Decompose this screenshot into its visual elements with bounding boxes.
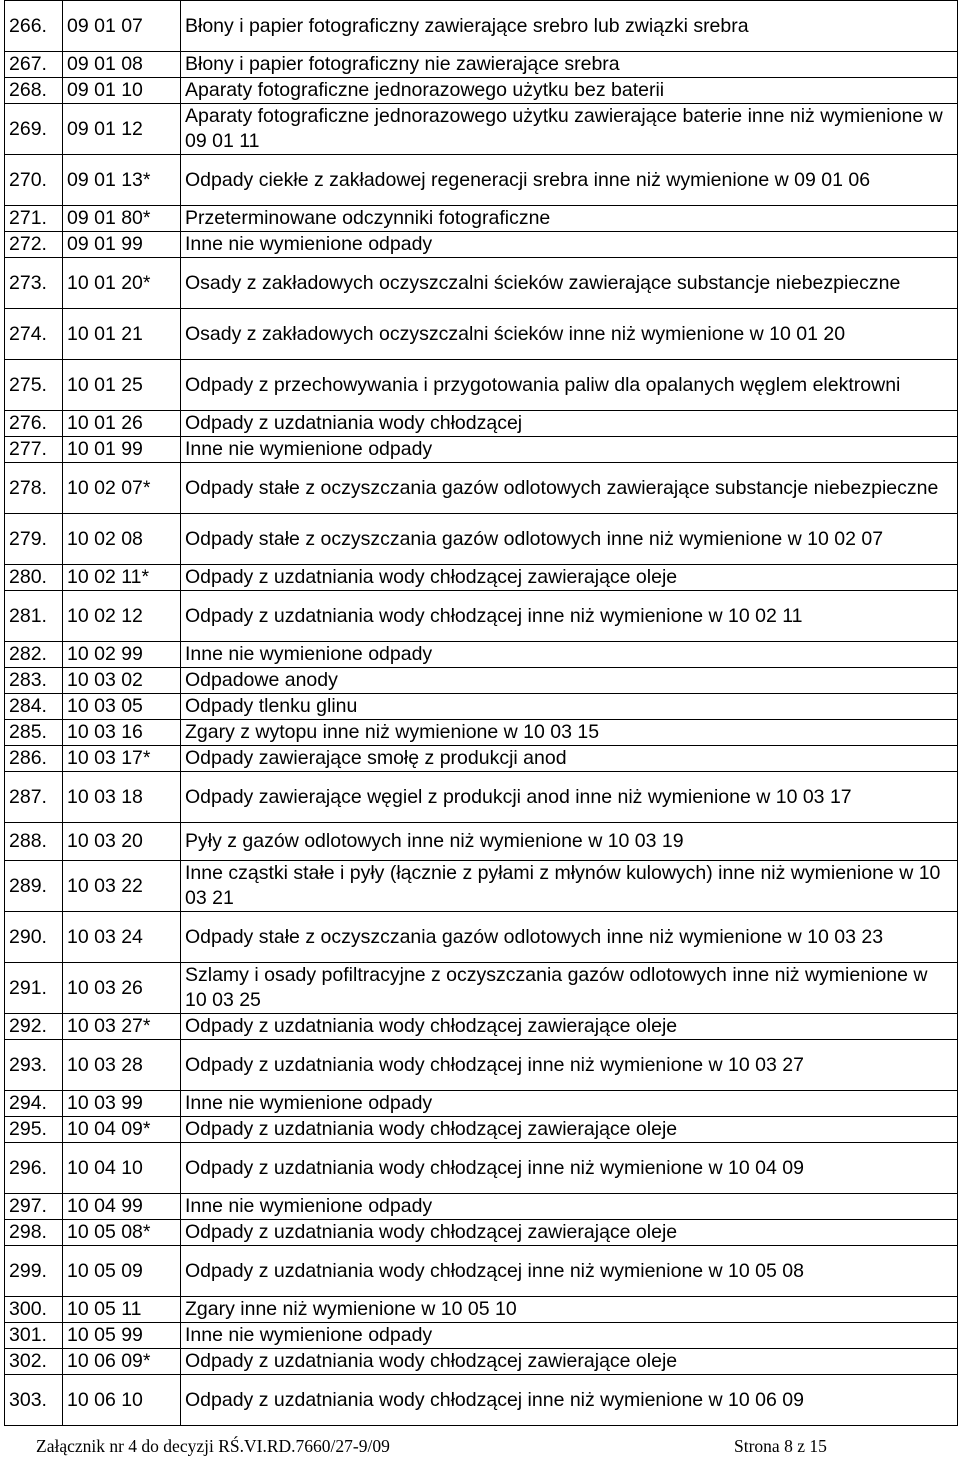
- row-number-cell: 289.: [5, 861, 63, 912]
- row-number-cell: 300.: [5, 1297, 63, 1323]
- waste-code-cell: 10 03 05: [63, 694, 181, 720]
- table-row: [5, 565, 958, 591]
- row-number-cell: 268.: [5, 78, 63, 104]
- waste-description-cell: Inne nie wymienione odpady: [181, 1194, 958, 1220]
- table-row: [5, 823, 958, 861]
- table-row: [5, 104, 958, 155]
- table-row: [5, 1014, 958, 1040]
- waste-code-cell: 10 01 25: [63, 360, 181, 411]
- table-row: [5, 1323, 958, 1349]
- waste-code-cell: 10 03 24: [63, 912, 181, 963]
- row-number-cell: 275.: [5, 360, 63, 411]
- row-number-cell: 288.: [5, 823, 63, 861]
- table-row: [5, 746, 958, 772]
- row-number-cell: 279.: [5, 514, 63, 565]
- row-number-cell: 301.: [5, 1323, 63, 1349]
- row-number-cell: 274.: [5, 309, 63, 360]
- waste-description-cell: Osady z zakładowych oczyszczalni ścieków zawierające substancje niebezpieczne: [181, 258, 958, 309]
- table-row: [5, 1040, 958, 1091]
- waste-description-cell: Błony i papier fotograficzny nie zawierające srebra: [181, 52, 958, 78]
- waste-code-cell: 10 06 10: [63, 1375, 181, 1426]
- waste-code-cell: 10 03 16: [63, 720, 181, 746]
- table-row: [5, 258, 958, 309]
- waste-code-cell: 10 02 07*: [63, 463, 181, 514]
- row-number-cell: 270.: [5, 155, 63, 206]
- waste-description-cell: Zgary inne niż wymienione w 10 05 10: [181, 1297, 958, 1323]
- waste-code-cell: 10 02 12: [63, 591, 181, 642]
- row-number-cell: 292.: [5, 1014, 63, 1040]
- waste-description-cell: Odpady zawierające węgiel z produkcji anod inne niż wymienione w 10 03 17: [181, 772, 958, 823]
- row-number-cell: 287.: [5, 772, 63, 823]
- waste-code-cell: 10 01 26: [63, 411, 181, 437]
- waste-description-cell: Odpady z uzdatniania wody chłodzącej: [181, 411, 958, 437]
- row-number-cell: 299.: [5, 1246, 63, 1297]
- waste-code-cell: 10 01 21: [63, 309, 181, 360]
- waste-description-cell: Aparaty fotograficzne jednorazowego użytku zawierające baterie inne niż wymienione w 09 01 11: [181, 104, 958, 155]
- table-row: [5, 309, 958, 360]
- table-row: [5, 694, 958, 720]
- row-number-cell: 303.: [5, 1375, 63, 1426]
- waste-description-cell: Inne cząstki stałe i pyły (łącznie z pyłami z młynów kulowych) inne niż wymienione w 10 03 21: [181, 861, 958, 912]
- waste-description-cell: Odpady z uzdatniania wody chłodzącej inne niż wymienione w 10 06 09: [181, 1375, 958, 1426]
- row-number-cell: 285.: [5, 720, 63, 746]
- row-number-cell: 277.: [5, 437, 63, 463]
- table-row: [5, 232, 958, 258]
- row-number-cell: 271.: [5, 206, 63, 232]
- table-row: [5, 463, 958, 514]
- table-row: [5, 1091, 958, 1117]
- row-number-cell: 302.: [5, 1349, 63, 1375]
- waste-description-cell: Odpady z uzdatniania wody chłodzącej zawierające oleje: [181, 1014, 958, 1040]
- waste-code-cell: 10 05 09: [63, 1246, 181, 1297]
- table-row: [5, 1143, 958, 1194]
- row-number-cell: 278.: [5, 463, 63, 514]
- table-row: [5, 411, 958, 437]
- row-number-cell: 272.: [5, 232, 63, 258]
- waste-code-cell: 10 05 99: [63, 1323, 181, 1349]
- waste-code-cell: 09 01 99: [63, 232, 181, 258]
- waste-code-cell: 10 03 28: [63, 1040, 181, 1091]
- waste-description-cell: Odpady z uzdatniania wody chłodzącej zawierające oleje: [181, 1349, 958, 1375]
- table-row: [5, 1246, 958, 1297]
- waste-description-cell: Inne nie wymienione odpady: [181, 232, 958, 258]
- table-row: [5, 1194, 958, 1220]
- waste-code-cell: 10 03 17*: [63, 746, 181, 772]
- waste-codes-table-body: [5, 1, 958, 1426]
- table-row: [5, 591, 958, 642]
- row-number-cell: 296.: [5, 1143, 63, 1194]
- table-row: [5, 360, 958, 411]
- waste-description-cell: Szlamy i osady pofiltracyjne z oczyszczania gazów odlotowych inne niż wymienione w 10 03 25: [181, 963, 958, 1014]
- waste-code-cell: 10 03 22: [63, 861, 181, 912]
- row-number-cell: 286.: [5, 746, 63, 772]
- waste-description-cell: Inne nie wymienione odpady: [181, 642, 958, 668]
- waste-code-cell: 10 06 09*: [63, 1349, 181, 1375]
- waste-description-cell: Odpady stałe z oczyszczania gazów odlotowych inne niż wymienione w 10 03 23: [181, 912, 958, 963]
- row-number-cell: 297.: [5, 1194, 63, 1220]
- waste-code-cell: 09 01 13*: [63, 155, 181, 206]
- table-row: [5, 1220, 958, 1246]
- row-number-cell: 290.: [5, 912, 63, 963]
- row-number-cell: 293.: [5, 1040, 63, 1091]
- row-number-cell: 267.: [5, 52, 63, 78]
- waste-description-cell: Osady z zakładowych oczyszczalni ścieków inne niż wymienione w 10 01 20: [181, 309, 958, 360]
- row-number-cell: 280.: [5, 565, 63, 591]
- row-number-cell: 266.: [5, 1, 63, 52]
- waste-description-cell: Odpady z uzdatniania wody chłodzącej zawierające oleje: [181, 565, 958, 591]
- waste-code-cell: 09 01 08: [63, 52, 181, 78]
- waste-description-cell: Odpady tlenku glinu: [181, 694, 958, 720]
- waste-description-cell: Odpady stałe z oczyszczania gazów odlotowych zawierające substancje niebezpieczne: [181, 463, 958, 514]
- waste-description-cell: Odpadowe anody: [181, 668, 958, 694]
- row-number-cell: 273.: [5, 258, 63, 309]
- waste-code-cell: 10 03 02: [63, 668, 181, 694]
- waste-description-cell: Odpady z uzdatniania wody chłodzącej inne niż wymienione w 10 02 11: [181, 591, 958, 642]
- waste-description-cell: Pyły z gazów odlotowych inne niż wymienione w 10 03 19: [181, 823, 958, 861]
- waste-code-cell: 09 01 80*: [63, 206, 181, 232]
- row-number-cell: 269.: [5, 104, 63, 155]
- table-row: [5, 514, 958, 565]
- row-number-cell: 298.: [5, 1220, 63, 1246]
- table-row: [5, 206, 958, 232]
- waste-code-cell: 10 02 11*: [63, 565, 181, 591]
- waste-description-cell: Aparaty fotograficzne jednorazowego użytku bez baterii: [181, 78, 958, 104]
- waste-code-cell: 10 03 18: [63, 772, 181, 823]
- table-row: [5, 642, 958, 668]
- waste-code-cell: 09 01 12: [63, 104, 181, 155]
- table-row: [5, 720, 958, 746]
- table-row: [5, 1117, 958, 1143]
- waste-codes-table: [4, 0, 958, 1426]
- table-row: [5, 52, 958, 78]
- table-row: [5, 1375, 958, 1426]
- row-number-cell: 291.: [5, 963, 63, 1014]
- table-row: [5, 437, 958, 463]
- waste-description-cell: Odpady z uzdatniania wody chłodzącej zawierające oleje: [181, 1117, 958, 1143]
- waste-code-cell: 10 05 08*: [63, 1220, 181, 1246]
- table-row: [5, 861, 958, 912]
- waste-code-cell: 10 03 26: [63, 963, 181, 1014]
- waste-description-cell: Inne nie wymienione odpady: [181, 437, 958, 463]
- waste-description-cell: Błony i papier fotograficzny zawierające srebro lub związki srebra: [181, 1, 958, 52]
- waste-description-cell: Odpady zawierające smołę z produkcji anod: [181, 746, 958, 772]
- waste-code-cell: 10 03 99: [63, 1091, 181, 1117]
- waste-description-cell: Inne nie wymienione odpady: [181, 1323, 958, 1349]
- row-number-cell: 295.: [5, 1117, 63, 1143]
- table-row: [5, 772, 958, 823]
- waste-code-cell: 09 01 07: [63, 1, 181, 52]
- row-number-cell: 276.: [5, 411, 63, 437]
- waste-code-cell: 10 01 20*: [63, 258, 181, 309]
- waste-description-cell: Zgary z wytopu inne niż wymienione w 10 03 15: [181, 720, 958, 746]
- waste-description-cell: Przeterminowane odczynniki fotograficzne: [181, 206, 958, 232]
- table-row: [5, 1297, 958, 1323]
- table-row: [5, 155, 958, 206]
- waste-code-cell: 10 02 99: [63, 642, 181, 668]
- footer-page-number: Strona 8 z 15: [734, 1436, 827, 1456]
- table-row: [5, 78, 958, 104]
- waste-description-cell: Odpady ciekłe z zakładowej regeneracji srebra inne niż wymienione w 09 01 06: [181, 155, 958, 206]
- waste-description-cell: Odpady z uzdatniania wody chłodzącej inne niż wymienione w 10 05 08: [181, 1246, 958, 1297]
- waste-code-cell: 10 04 10: [63, 1143, 181, 1194]
- waste-code-cell: 10 03 27*: [63, 1014, 181, 1040]
- table-row: [5, 668, 958, 694]
- row-number-cell: 284.: [5, 694, 63, 720]
- table-row: [5, 963, 958, 1014]
- footer-attachment-reference: Załącznik nr 4 do decyzji RŚ.VI.RD.7660/27-9/09: [36, 1436, 390, 1456]
- row-number-cell: 283.: [5, 668, 63, 694]
- waste-code-cell: 10 01 99: [63, 437, 181, 463]
- waste-description-cell: Odpady z uzdatniania wody chłodzącej zawierające oleje: [181, 1220, 958, 1246]
- waste-code-cell: 10 04 99: [63, 1194, 181, 1220]
- waste-code-cell: 09 01 10: [63, 78, 181, 104]
- waste-code-cell: 10 02 08: [63, 514, 181, 565]
- waste-code-cell: 10 05 11: [63, 1297, 181, 1323]
- table-row: [5, 912, 958, 963]
- waste-code-cell: 10 04 09*: [63, 1117, 181, 1143]
- row-number-cell: 281.: [5, 591, 63, 642]
- waste-description-cell: Odpady z uzdatniania wody chłodzącej inne niż wymienione w 10 04 09: [181, 1143, 958, 1194]
- waste-code-cell: 10 03 20: [63, 823, 181, 861]
- waste-description-cell: Odpady z przechowywania i przygotowania paliw dla opalanych węglem elektrowni: [181, 360, 958, 411]
- waste-description-cell: Inne nie wymienione odpady: [181, 1091, 958, 1117]
- waste-description-cell: Odpady stałe z oczyszczania gazów odlotowych inne niż wymienione w 10 02 07: [181, 514, 958, 565]
- table-row: [5, 1, 958, 52]
- row-number-cell: 282.: [5, 642, 63, 668]
- waste-description-cell: Odpady z uzdatniania wody chłodzącej inne niż wymienione w 10 03 27: [181, 1040, 958, 1091]
- row-number-cell: 294.: [5, 1091, 63, 1117]
- table-row: [5, 1349, 958, 1375]
